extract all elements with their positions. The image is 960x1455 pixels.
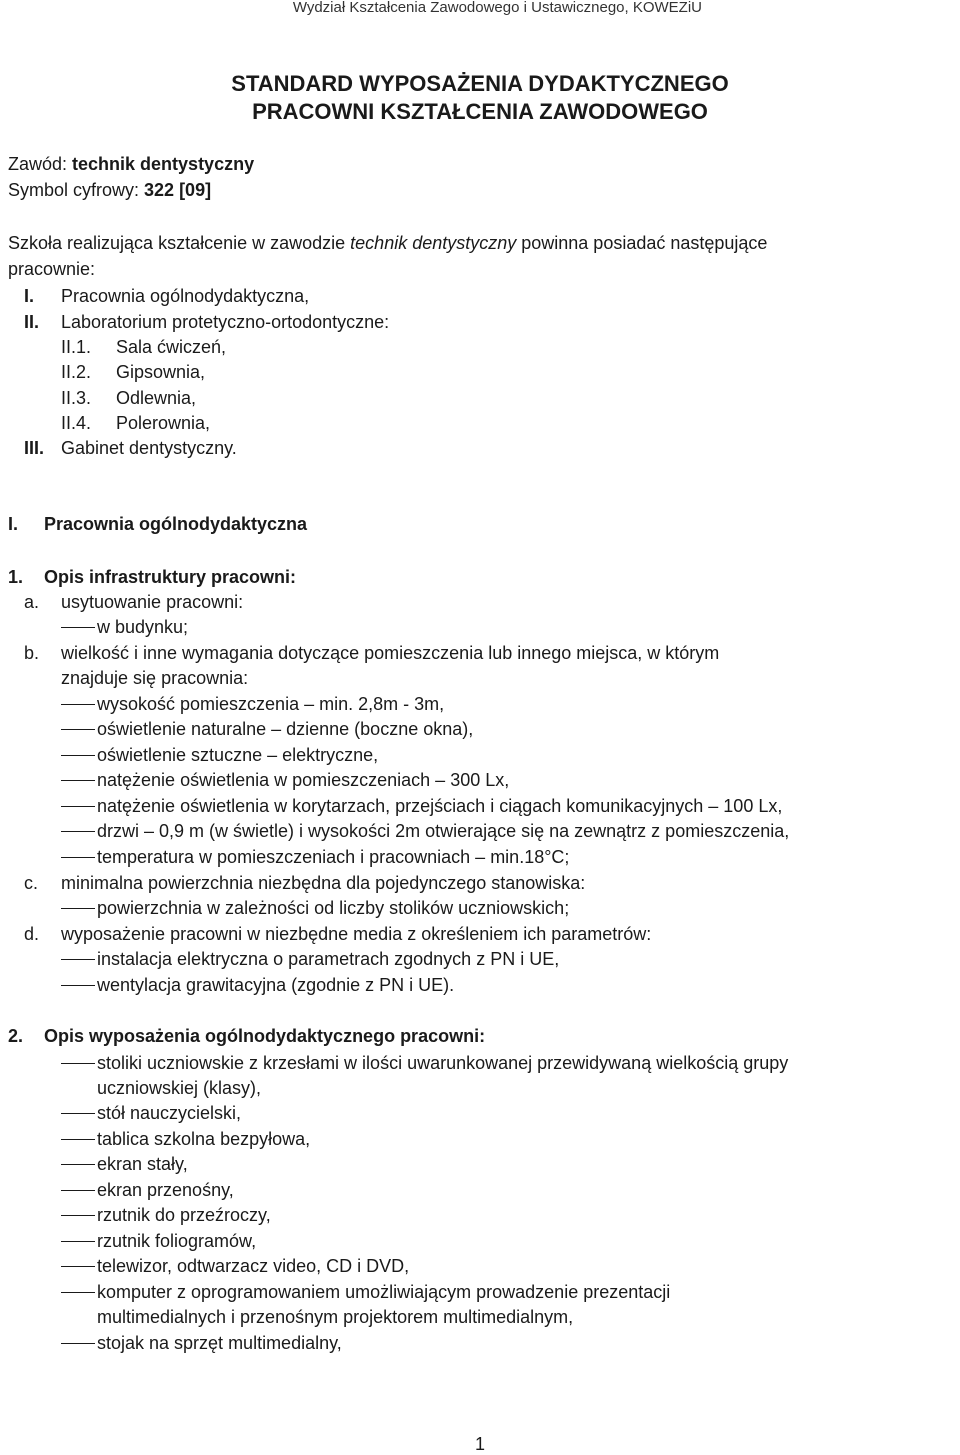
list-item-continuation: multimedialnych i przenośnym projektorem multimedialnym,	[97, 1307, 574, 1327]
list-item: w budynku;	[97, 617, 189, 637]
dash-bullet	[61, 780, 95, 781]
list-item: stół nauczycielski,	[97, 1103, 242, 1123]
dash-bullet	[61, 1241, 95, 1242]
item-label-a: a.	[24, 592, 40, 612]
dash-bullet	[61, 857, 95, 858]
item-text-c: minimalna powierzchnia niezbędna dla pojedynczego stanowiska:	[61, 873, 586, 893]
infra-title: Opis infrastruktury pracowni:	[44, 567, 297, 587]
intro-line1	[8, 231, 767, 255]
list-item: rzutnik do przeźroczy,	[97, 1205, 271, 1225]
item-text-b2: znajduje się pracownia:	[61, 668, 249, 688]
room-text: Polerownia,	[116, 413, 211, 433]
room-text: Sala ćwiczeń,	[116, 337, 227, 357]
list-item: powierzchnia w zależności od liczby stolików uczniowskich;	[97, 898, 570, 918]
room-num: II.2.	[61, 362, 92, 382]
dash-bullet	[61, 1139, 95, 1140]
dash-bullet	[61, 1266, 95, 1267]
list-item: rzutnik foliogramów,	[97, 1231, 257, 1251]
page-number: 1	[474, 1434, 485, 1454]
room-num: II.3.	[61, 388, 92, 408]
list-item: natężenie oświetlenia w korytarzach, przejściach i ciągach komunikacyjnych – 100 Lx,	[97, 796, 783, 816]
dash-bullet	[61, 1343, 95, 1344]
list-item: ekran stały,	[97, 1154, 188, 1174]
room-text: Laboratorium protetyczno-ortodontyczne:	[61, 312, 390, 332]
list-item: ekran przenośny,	[97, 1180, 234, 1200]
dash-bullet	[61, 1113, 95, 1114]
dash-bullet	[61, 985, 95, 986]
room-num: II.4.	[61, 413, 92, 433]
list-item: telewizor, odtwarzacz video, CD i DVD,	[97, 1256, 410, 1276]
dash-bullet	[61, 704, 95, 705]
code-line	[8, 178, 211, 202]
document-title-line2: PRACOWNI KSZTAŁCENIA ZAWODOWEGO	[252, 99, 708, 124]
room-num: I.	[24, 286, 35, 306]
running-header: Wydział Kształcenia Zawodowego i Ustawicznego, KOWEZiU	[292, 0, 702, 16]
dash-bullet	[61, 908, 95, 909]
dash-bullet	[61, 1292, 95, 1293]
room-text: Odlewnia,	[116, 388, 197, 408]
section-num: I.	[8, 514, 19, 534]
list-item: wentylacja grawitacyjna (zgodnie z PN i UE).	[97, 975, 455, 995]
intro-italic: technik dentystyczny	[350, 233, 517, 253]
item-text-b1: wielkość i inne wymagania dotyczące pomieszczenia lub innego miejsca, w którym	[61, 643, 720, 663]
intro-line2: pracownie:	[8, 259, 96, 279]
room-num: II.	[24, 312, 40, 332]
section-title: Pracownia ogólnodydaktyczna	[44, 514, 308, 534]
profession-line	[8, 152, 254, 176]
dash-bullet	[61, 806, 95, 807]
list-item: komputer z oprogramowaniem umożliwiającym prowadzenie prezentacji	[97, 1282, 671, 1302]
dash-bullet	[61, 729, 95, 730]
profession-value: technik dentystyczny	[72, 154, 255, 174]
list-item-continuation: uczniowskiej (klasy),	[97, 1078, 262, 1098]
document-title-line1: STANDARD WYPOSAŻENIA DYDAKTYCZNEGO	[231, 71, 729, 96]
list-item: tablica szkolna bezpyłowa,	[97, 1129, 311, 1149]
list-item: temperatura w pomieszczeniach i pracowniach – min.18°C;	[97, 847, 570, 867]
list-item: instalacja elektryczna o parametrach zgodnych z PN i UE,	[97, 949, 560, 969]
room-num: III.	[24, 438, 45, 458]
dash-bullet	[61, 959, 95, 960]
equipment-title: Opis wyposażenia ogólnodydaktycznego pracowni:	[44, 1026, 486, 1046]
dash-bullet	[61, 1063, 95, 1064]
equipment-num: 2.	[8, 1026, 24, 1046]
dash-bullet	[61, 831, 95, 832]
item-label-c: c.	[24, 873, 39, 893]
list-item: stoliki uczniowskie z krzesłami w ilości uwarunkowanej przewidywaną wielkością grupy	[97, 1053, 789, 1073]
intro-text-1: Szkoła realizująca kształcenie w zawodzie	[8, 233, 351, 253]
room-text: Gabinet dentystyczny.	[61, 438, 237, 458]
dash-bullet	[61, 1190, 95, 1191]
dash-bullet	[61, 1164, 95, 1165]
list-item: oświetlenie naturalne – dzienne (boczne okna),	[97, 719, 474, 739]
list-item: drzwi – 0,9 m (w świetle) i wysokości 2m otwierające się na zewnątrz z pomieszczenia,	[97, 821, 790, 841]
code-value: 322 [09]	[144, 180, 212, 200]
list-item: natężenie oświetlenia w pomieszczeniach – 300 Lx,	[97, 770, 510, 790]
room-num: II.1.	[61, 337, 92, 357]
profession-label: Zawód:	[8, 154, 73, 174]
intro-text-2: powinna posiadać następujące	[516, 233, 768, 253]
dash-bullet	[61, 627, 95, 628]
dash-bullet	[61, 1215, 95, 1216]
code-label: Symbol cyfrowy:	[8, 180, 145, 200]
room-text: Gipsownia,	[116, 362, 206, 382]
list-item: stojak na sprzęt multimedialny,	[97, 1333, 342, 1353]
item-label-b: b.	[24, 643, 40, 663]
room-text: Pracownia ogólnodydaktyczna,	[61, 286, 310, 306]
item-text-d: wyposażenie pracowni w niezbędne media z określeniem ich parametrów:	[61, 924, 652, 944]
dash-bullet	[61, 755, 95, 756]
list-item: wysokość pomieszczenia – min. 2,8m - 3m,	[97, 694, 445, 714]
item-label-d: d.	[24, 924, 40, 944]
item-text-a: usytuowanie pracowni:	[61, 592, 244, 612]
infra-num: 1.	[8, 567, 24, 587]
list-item: oświetlenie sztuczne – elektryczne,	[97, 745, 379, 765]
